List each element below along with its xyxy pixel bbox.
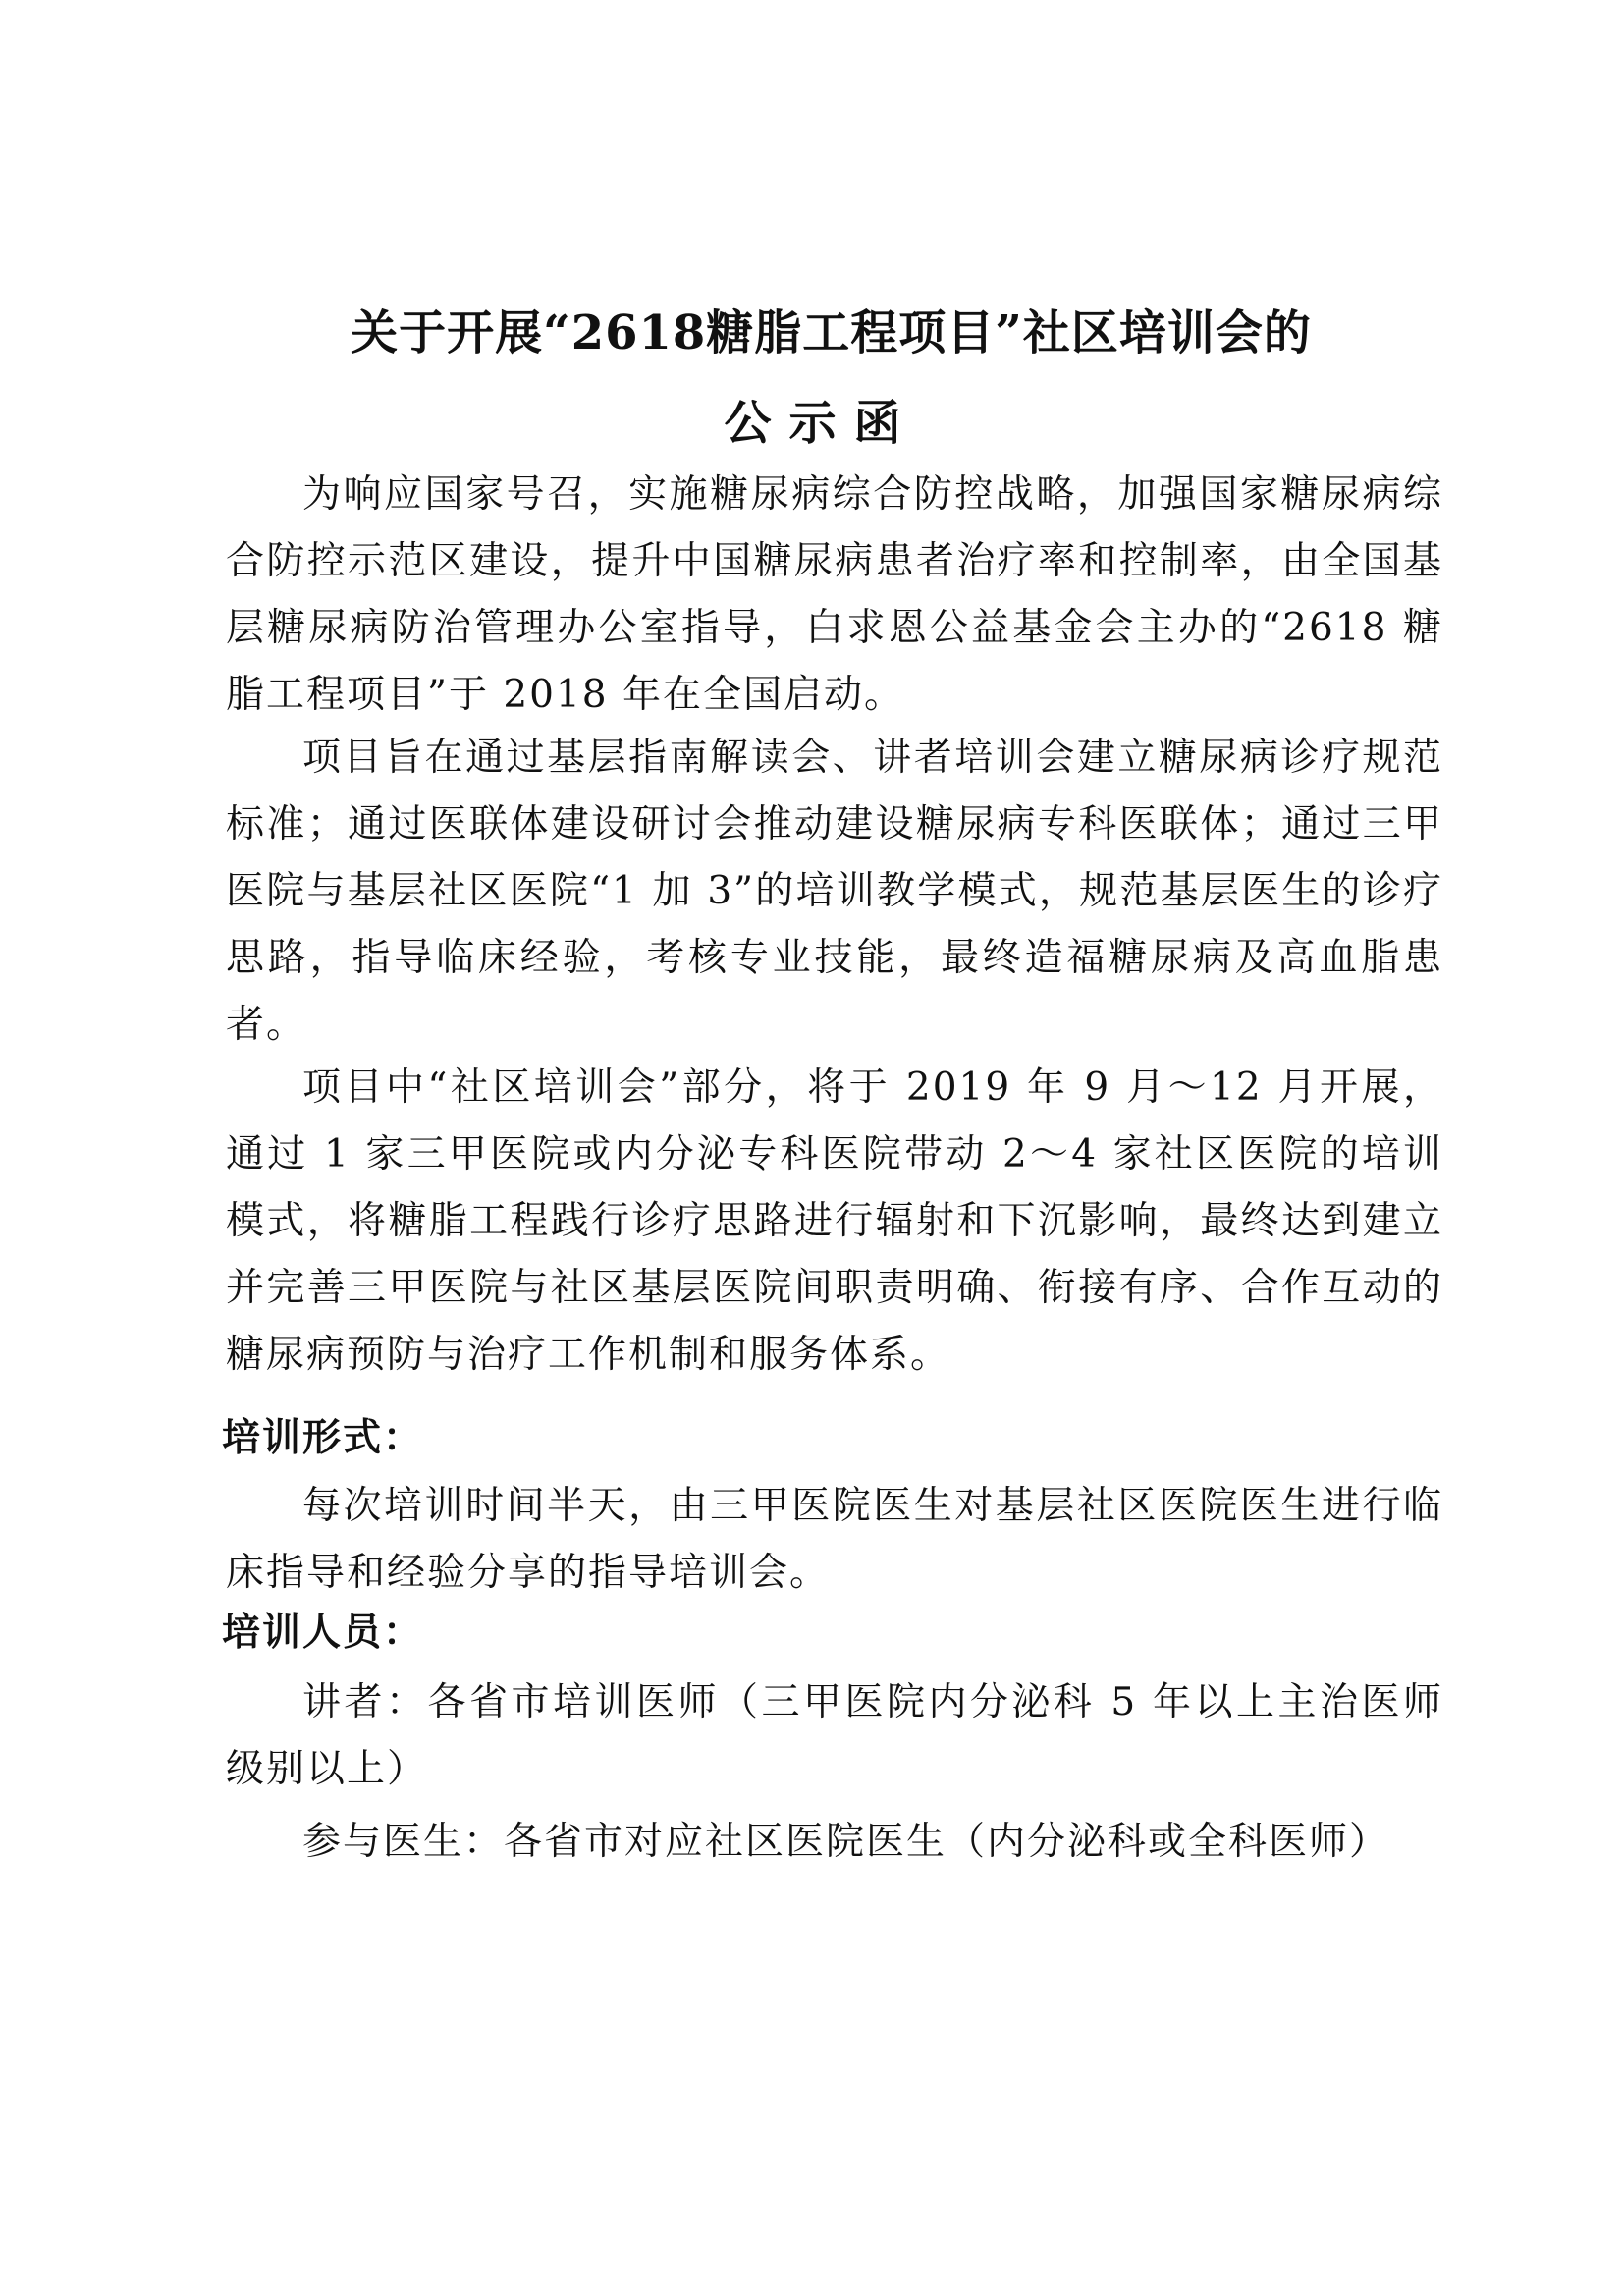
- paragraph-text: 项目旨在通过基层指南解读会、讲者培训会建立糖尿病诊疗规范标准；通过医联体建设研讨会推动建设糖尿病专科医联体；通过三甲医院与基层社区医院“1 加 3”的培训教学模式，规范基层医生的诊疗思路，指导临床经验，考核专业技能，最终造福糖尿病及高血脂患者。: [226, 736, 1443, 1047]
- paragraph-text: 讲者：各省市培训医师（三甲医院内分泌科 5 年以上主治医师级别以上）: [226, 1680, 1443, 1791]
- paragraph-community-training: [226, 1055, 1443, 1389]
- document-title-line1: 关于开展“2618糖脂工程项目”社区培训会的: [351, 305, 1312, 360]
- paragraph-text: 为响应国家号召，实施糖尿病综合防控战略，加强国家糖尿病综合防控示范区建设，提升中国糖尿病患者治疗率和控制率，由全国基层糖尿病防治管理办公室指导，白求恩公益基金会主办的“2618 糖脂工程项目”于 2018 年在全国启动。: [226, 472, 1443, 717]
- heading-training-staff: 培训人员：: [222, 1610, 424, 1655]
- document-title-line2: 公示函: [724, 396, 919, 451]
- paragraph-participants: [226, 1809, 1443, 1876]
- paragraph-text: 每次培训时间半天，由三甲医院医生对基层社区医院医生进行临床指导和经验分享的指导培训会。: [226, 1484, 1443, 1595]
- paragraph-background: [226, 462, 1443, 729]
- paragraph-training-form: [226, 1473, 1443, 1607]
- paragraph-objectives: [226, 725, 1443, 1059]
- paragraph-speakers: [226, 1669, 1443, 1803]
- paragraph-text: 项目中“社区培训会”部分，将于 2019 年 9 月～12 月开展，通过 1 家三甲医院或内分泌专科医院带动 2～4 家社区医院的培训模式，将糖脂工程践行诊疗思路进行辐射和下沉影响，最终达到建立并完善三甲医院与社区基层医院间职责明确、衔接有序、合作互动的糖尿病预防与治疗工作机制和服务体系。: [226, 1066, 1443, 1377]
- heading-training-form: 培训形式：: [222, 1415, 424, 1460]
- paragraph-text: 参与医生：各省市对应社区医院医生（内分泌科或全科医师）: [302, 1820, 1390, 1864]
